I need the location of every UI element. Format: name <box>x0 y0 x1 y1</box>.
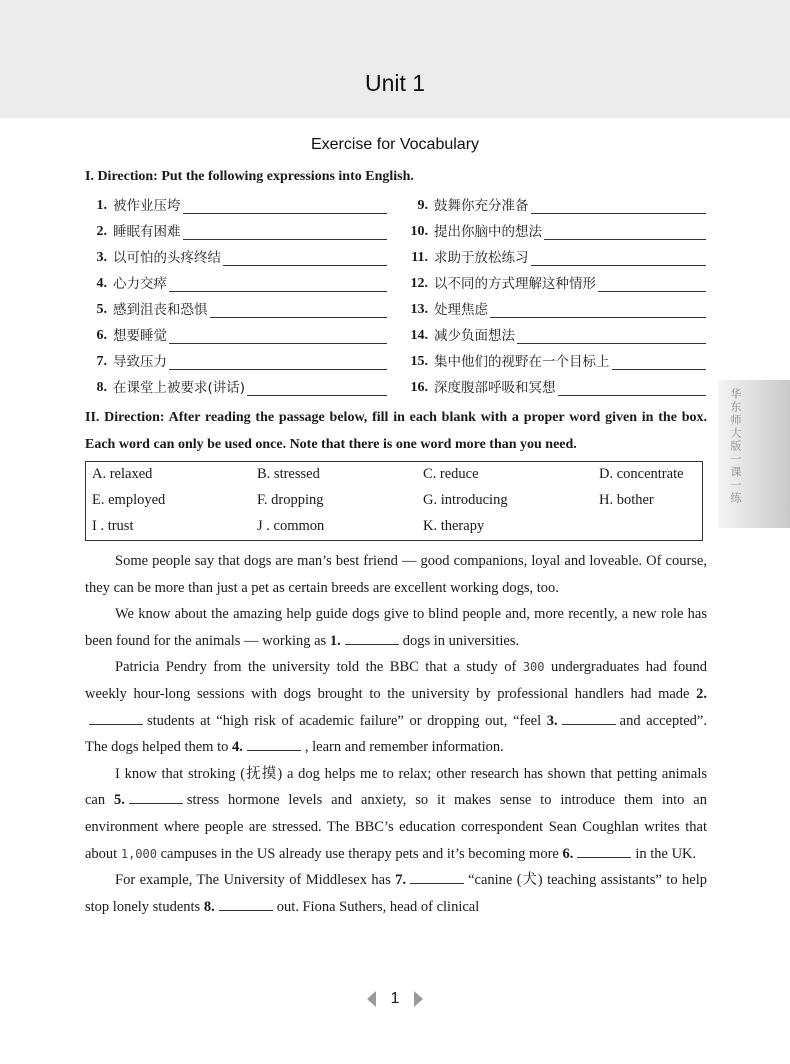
page-number: 1 <box>390 990 400 1007</box>
vocab-item <box>400 192 706 214</box>
word-option: H. bother <box>599 492 654 508</box>
item-number: 12. <box>410 276 428 291</box>
next-page-icon[interactable] <box>414 991 423 1007</box>
word-option: E. employed <box>92 492 166 508</box>
answer-line[interactable] <box>183 223 388 240</box>
item-text: 提出你脑中的想法 <box>434 224 542 240</box>
answer-line[interactable] <box>612 353 707 370</box>
passage-paragraph: I know that stroking (抚摸) a dog helps me to relax; other research has shown that petting animals can 5. stress hormone levels and anxiety, so it makes sense to introduce them into an environment where people are stressed. The BBC’s education correspondent Sean Coughlan writes that about 1,000 campuses in the US already use therapy pets and it’s becoming more 6. in the UK. <box>85 765 707 862</box>
word-option: C. reduce <box>423 466 479 482</box>
section2-heading: II. Direction: After reading the passage below, fill in each blank with a proper word given in the box. Each word can only be used once. Note that there is one word more than you need. <box>85 410 707 452</box>
item-text: 鼓舞你充分准备 <box>434 198 529 214</box>
fill-blank-5[interactable] <box>129 791 183 804</box>
answer-line[interactable] <box>169 327 387 344</box>
blank-number: 4. <box>231 739 243 756</box>
item-text: 以可怕的头疼终结 <box>113 250 221 266</box>
item-number: 2. <box>96 224 107 239</box>
fill-blank-8[interactable] <box>219 898 273 911</box>
item-number: 15. <box>410 354 428 369</box>
item-number: 3. <box>96 250 107 265</box>
vocab-item <box>85 244 387 266</box>
header-band <box>0 0 790 118</box>
answer-line[interactable] <box>558 379 707 396</box>
word-option: A. relaxed <box>92 466 153 482</box>
item-number: 5. <box>96 302 107 317</box>
answer-line[interactable] <box>531 249 707 266</box>
blank-number: 3. <box>546 712 558 729</box>
blank-number: 1. <box>329 632 341 649</box>
word-option: G. introducing <box>423 492 508 508</box>
word-option: D. concentrate <box>599 466 684 482</box>
item-number: 4. <box>96 276 107 291</box>
answer-line[interactable] <box>544 223 706 240</box>
item-number: 14. <box>410 328 428 343</box>
word-option: F. dropping <box>257 492 324 508</box>
item-text: 感到沮丧和恐惧 <box>113 302 208 318</box>
item-text: 睡眠有困难 <box>113 224 181 240</box>
answer-line[interactable] <box>169 353 387 370</box>
answer-line[interactable] <box>517 327 706 344</box>
item-number: 11. <box>411 250 428 265</box>
vocab-item <box>400 218 706 240</box>
fill-blank-7[interactable] <box>410 871 464 884</box>
item-number: 16. <box>410 380 428 395</box>
item-number: 6. <box>96 328 107 343</box>
item-text: 在课堂上被要求(讲话) <box>113 380 246 396</box>
item-text: 减少负面想法 <box>434 328 515 344</box>
item-number: 8. <box>96 380 107 395</box>
item-number: 13. <box>410 302 428 317</box>
item-text: 求助于放松练习 <box>434 250 529 266</box>
answer-line[interactable] <box>490 301 706 318</box>
vocab-item <box>400 270 706 292</box>
answer-line[interactable] <box>169 275 387 292</box>
passage-paragraph: Patricia Pendry from the university told the BBC that a study of 300 undergraduates had found weekly hour-long sessions with dogs brought to the university by professional handlers had made 2.students at “high risk of academic failure” or dropping out, “feel 3. and accepted”. The dogs helped them to 4. , learn and remember information. <box>85 659 707 756</box>
page-footer <box>0 990 790 1008</box>
item-number: 7. <box>96 354 107 369</box>
answer-line[interactable] <box>183 197 388 214</box>
item-number: 1. <box>96 198 107 213</box>
vocab-item <box>85 192 387 214</box>
item-number: 9. <box>417 198 428 213</box>
item-text: 被作业压垮 <box>113 198 181 214</box>
word-bank-box <box>85 461 703 541</box>
answer-line[interactable] <box>210 301 388 318</box>
answer-line[interactable] <box>247 379 387 396</box>
vocab-item <box>85 270 387 292</box>
exercise-title: Exercise for Vocabulary <box>310 136 480 153</box>
passage-paragraph: We know about the amazing help guide dogs give to blind people and, more recently, a new role has been found for the animals — working as 1. dogs in universities. <box>85 606 707 649</box>
vocab-item <box>85 322 387 344</box>
passage-paragraph: For example, The University of Middlesex has 7. “canine (犬) teaching assistants” to help stop lonely students 8. out. Fiona Suthers, head of clinical <box>85 872 708 915</box>
item-text: 处理焦虑 <box>434 302 488 318</box>
item-number: 10. <box>410 224 428 239</box>
vocab-item <box>400 322 706 344</box>
previous-page-icon[interactable] <box>367 991 376 1007</box>
fill-blank-3[interactable] <box>562 712 616 725</box>
item-text: 深度腹部呼吸和冥想 <box>434 380 556 396</box>
passage-paragraph: Some people say that dogs are man’s best friend — good companions, loyal and loveable. Of course, they can be more than just a pet as certain breeds are excellent working dogs, too. <box>85 553 707 596</box>
blank-number: 7. <box>395 872 407 889</box>
vocab-item <box>400 348 706 370</box>
item-text: 心力交瘁 <box>113 276 167 292</box>
vocab-item <box>400 296 706 318</box>
vocab-item <box>85 374 387 396</box>
reading-passage <box>85 548 707 920</box>
word-option: J . common <box>257 518 325 534</box>
word-option: I . trust <box>92 518 134 534</box>
blank-number: 6. <box>562 845 574 862</box>
fill-blank-1[interactable] <box>345 632 399 645</box>
item-text: 导致压力 <box>113 354 167 370</box>
vocab-item <box>400 374 706 396</box>
item-text: 以不同的方式理解这种情形 <box>434 276 596 292</box>
vocab-item <box>85 348 387 370</box>
fill-blank-2[interactable] <box>89 712 143 725</box>
word-option: K. therapy <box>423 518 485 534</box>
blank-number: 5. <box>114 792 125 809</box>
fill-blank-4[interactable] <box>247 738 301 751</box>
item-text: 想要睡觉 <box>113 328 167 344</box>
vocab-item <box>85 218 387 240</box>
vocab-item <box>85 296 387 318</box>
side-tab-text: 华东师大版一课一练 <box>729 388 742 505</box>
answer-line[interactable] <box>598 275 706 292</box>
blank-number: 2. <box>696 685 707 702</box>
unit-title: Unit 1 <box>364 70 426 96</box>
item-text: 集中他们的视野在一个目标上 <box>434 354 610 370</box>
fill-blank-6[interactable] <box>577 845 631 858</box>
answer-line[interactable] <box>531 197 707 214</box>
section1-heading: I. Direction: Put the following expressions into English. <box>85 169 414 184</box>
blank-number: 8. <box>203 898 215 915</box>
answer-line[interactable] <box>223 249 387 266</box>
word-option: B. stressed <box>257 466 320 482</box>
vocab-item <box>400 244 706 266</box>
